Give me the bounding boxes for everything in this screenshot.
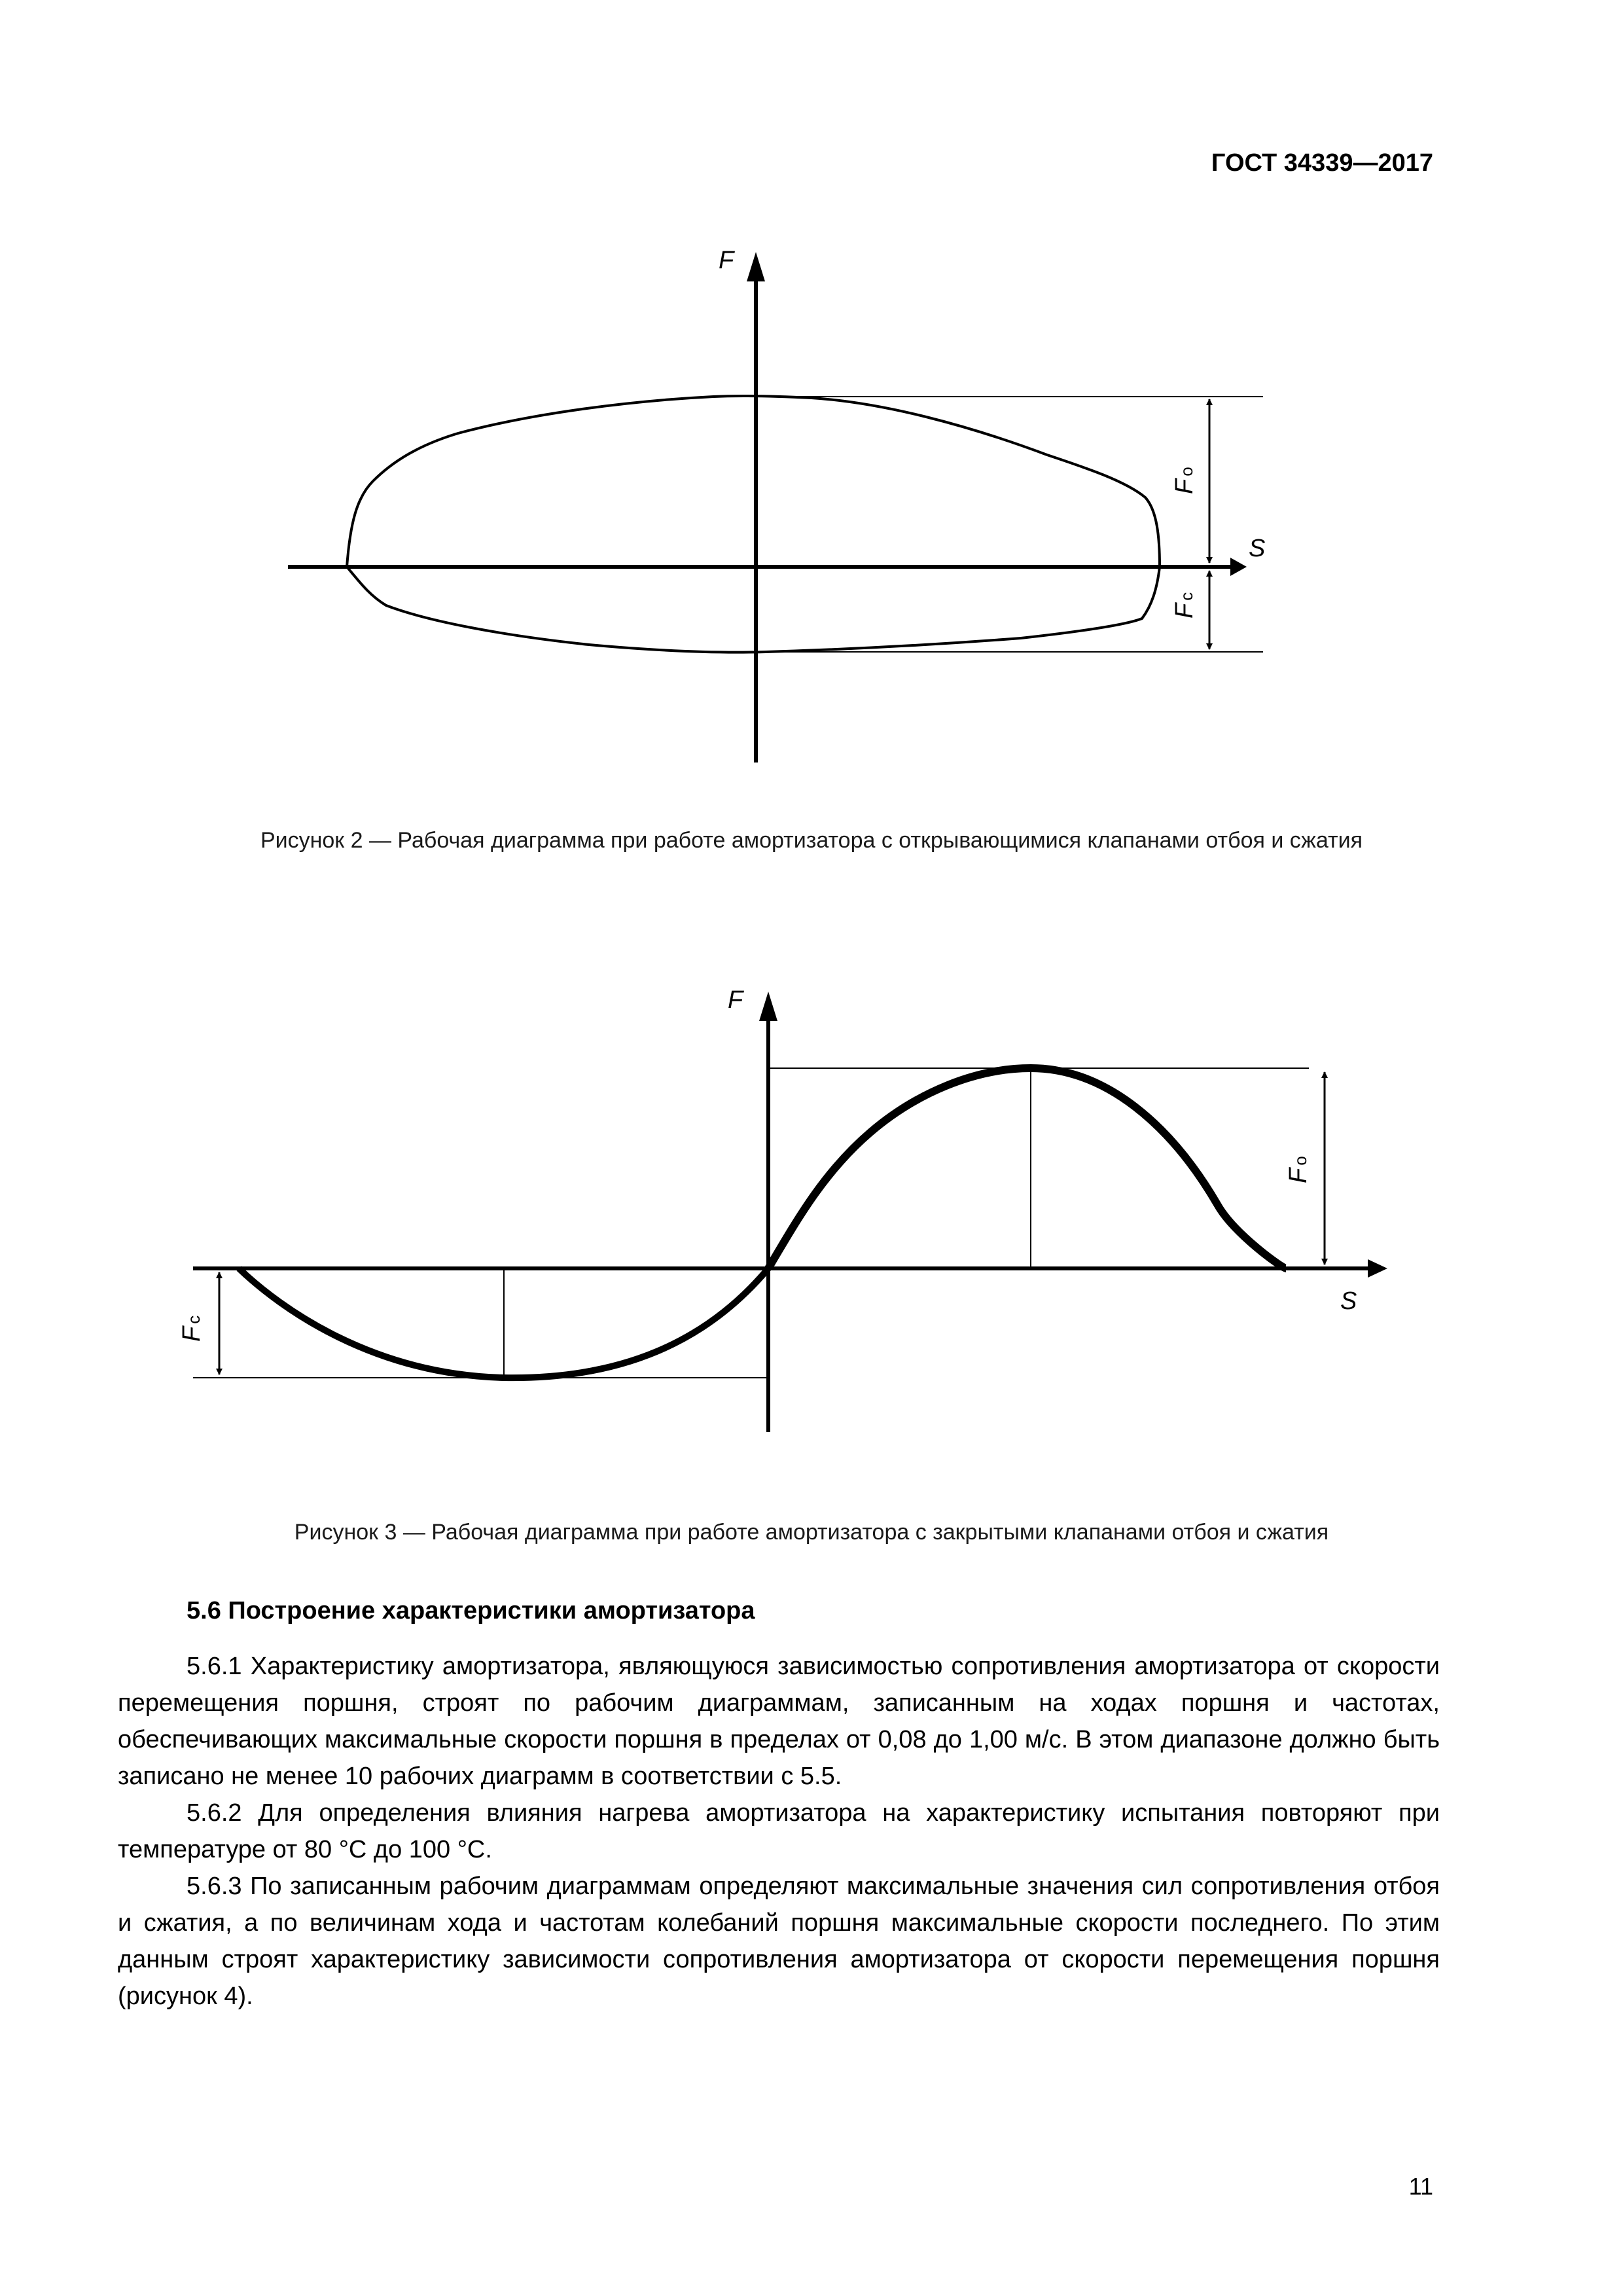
figure-3-fo-label: [1285, 1156, 1312, 1183]
figure-2-s-axis-label: S: [1249, 535, 1266, 562]
figure-3-positive-arc: [768, 1068, 1286, 1268]
figure-3-diagram: [0, 956, 1623, 1545]
section-title: 5.6 Построение характеристики амортизатора: [187, 1597, 755, 1624]
page-number: 11: [1408, 2173, 1433, 2200]
paragraph-5-6-1: 5.6.1 Характеристику амортизатора, являющуюся зависимостью сопротивления амортизатора от скорости перемещения поршня, строят по рабочим диаграммам, записанным на ходах поршня и частотах, обеспечивающих максимальные скорости поршня в пределах от 0,08 до 1,00 м/с. В этом диапазоне должно быть записано не менее 10 рабочих диаграмм в соответствии с 5.5.: [118, 1653, 1440, 1790]
figure-2-diagram: [0, 0, 1623, 785]
paragraph-5-6-2: 5.6.2 Для определения влияния нагрева амортизатора на характеристику испытания повторяют при температуре от 80 °С до 100 °С.: [118, 1799, 1440, 1863]
figure-2-f-axis: [747, 252, 765, 762]
figure-3-caption: Рисунок 3 — Рабочая диаграмма при работе амортизатора с закрытыми клапанами отбоя и сжатия: [294, 1520, 1329, 1545]
section-body: [118, 1648, 1440, 2015]
figure-3-fc-sub: c: [184, 1315, 204, 1324]
figure-2-fc-sub: c: [1177, 592, 1196, 601]
figure-3-s-axis: [193, 1259, 1387, 1278]
figure-3-fc-main: F: [178, 1326, 205, 1342]
paragraph-5-6-3: 5.6.3 По записанным рабочим диаграммам определяют максимальные значения сил сопротивления отбоя и сжатия, а по величинам хода и частотам колебаний поршня максимальные скорости последнего. По этим данным строят характеристику зависимости сопротивления амортизатора от скорости перемещения поршня (рисунок 4).: [118, 1873, 1440, 2010]
figure-2-loop-curve: [347, 396, 1160, 653]
figure-2-fc-main: F: [1171, 603, 1198, 619]
figure-3-f-axis-label: F: [728, 986, 743, 1014]
figure-2-fc-label: [1171, 592, 1198, 619]
figure-3-fo-main: F: [1285, 1168, 1312, 1183]
figure-3-fc-label: [178, 1316, 205, 1342]
figure-2-caption: Рисунок 2 — Рабочая диаграмма при работе амортизатора с открывающимися клапанами отбоя и сжатия: [260, 828, 1363, 853]
figure-3-fo-sub: o: [1291, 1156, 1310, 1166]
figure-3-f-axis: [759, 992, 777, 1432]
figure-2-s-axis: [288, 558, 1247, 576]
figure-3-s-axis-label: S: [1340, 1287, 1357, 1315]
figure-2-fo-label: [1171, 467, 1198, 494]
standard-code: ГОСТ 34339—2017: [1211, 149, 1433, 177]
figure-2-f-axis-label: F: [719, 247, 734, 274]
figure-2-fo-sub: o: [1177, 467, 1196, 476]
figure-2-fo-main: F: [1171, 478, 1198, 494]
